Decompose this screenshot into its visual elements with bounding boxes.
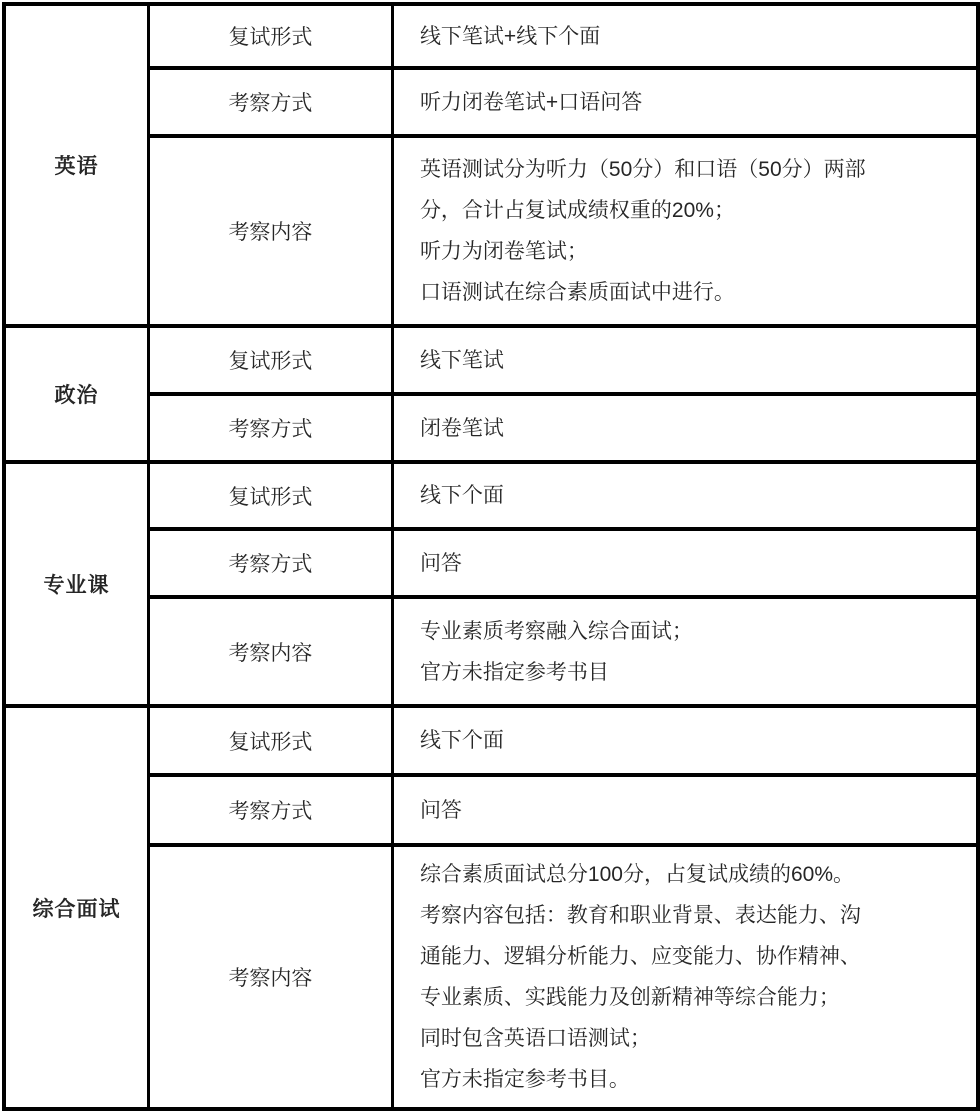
- content-cell: [392, 597, 978, 706]
- table-row: [4, 597, 978, 706]
- table-row: [4, 326, 978, 394]
- content-line: 线下笔试: [419, 348, 504, 372]
- category-label: 复试形式: [228, 730, 313, 754]
- category-cell: [148, 136, 392, 326]
- category-label: 考察方式: [228, 418, 313, 441]
- content-line: 听力为闭卷笔试；: [419, 240, 588, 263]
- subject-cell-english: [4, 4, 148, 326]
- category-cell: [148, 326, 392, 394]
- content-line: 线下笔试+线下个面: [419, 24, 601, 48]
- table-row: [4, 706, 978, 775]
- category-label: 考察内容: [228, 221, 313, 244]
- category-label: 复试形式: [228, 350, 313, 373]
- subject-label: 专业课: [43, 574, 110, 597]
- table-row: [4, 68, 978, 136]
- content-line: 同时包含英语口语测试；: [419, 1027, 651, 1050]
- content-line: 考察内容包括：教育和职业背景、表达能力、沟: [419, 904, 861, 927]
- content-cell: [392, 529, 978, 597]
- subject-label: 综合面试: [32, 897, 121, 921]
- category-cell: [148, 775, 392, 845]
- category-cell: [148, 68, 392, 136]
- content-cell: [392, 326, 978, 394]
- content-cell: [392, 68, 978, 136]
- subject-cell-major-course: [4, 462, 148, 706]
- content-cell: [392, 394, 978, 462]
- content-line: 分，合计占复试成绩权重的20%；: [419, 199, 735, 222]
- category-label: 考察方式: [228, 553, 313, 576]
- table-row: [4, 529, 978, 597]
- table-row: [4, 136, 978, 326]
- category-cell: [148, 462, 392, 529]
- category-label: 考察方式: [228, 800, 313, 823]
- category-cell: [148, 4, 392, 68]
- category-cell: [148, 394, 392, 462]
- content-line: 线下个面: [419, 729, 504, 752]
- category-label: 复试形式: [228, 485, 313, 509]
- content-line: 综合素质面试总分100分，占复试成绩的60%。: [419, 863, 855, 886]
- subject-cell-politics: [4, 326, 148, 462]
- category-label: 考察内容: [228, 641, 313, 665]
- table-row: [4, 775, 978, 845]
- category-cell: [148, 529, 392, 597]
- content-cell: [392, 462, 978, 529]
- content-line: 口语测试在综合素质面试中进行。: [419, 281, 735, 304]
- content-line: 问答: [419, 798, 462, 822]
- table-row: [4, 394, 978, 462]
- content-line: 英语测试分为听力（50分）和口语（50分）两部: [419, 158, 866, 181]
- reexam-subjects-table: [2, 2, 980, 1111]
- content-line: 线下个面: [419, 484, 504, 507]
- content-line: 闭卷笔试: [419, 416, 504, 440]
- category-cell: [148, 597, 392, 706]
- category-label: 考察方式: [228, 92, 313, 115]
- content-line: 官方未指定参考书目: [419, 660, 609, 684]
- table-row: [4, 4, 978, 68]
- category-label: 复试形式: [228, 26, 313, 49]
- content-line: 问答: [419, 551, 462, 575]
- table-row: [4, 845, 978, 1109]
- subject-label: 英语: [54, 155, 99, 178]
- content-cell: [392, 775, 978, 845]
- content-line: 通能力、逻辑分析能力、应变能力、协作精神、: [419, 945, 861, 968]
- category-cell: [148, 706, 392, 775]
- content-line: 专业素质考察融入综合面试；: [419, 619, 693, 643]
- content-cell: [392, 706, 978, 775]
- table-row: [4, 462, 978, 529]
- content-line: 官方未指定参考书目。: [419, 1068, 630, 1091]
- content-line: 专业素质、实践能力及创新精神等综合能力；: [419, 986, 840, 1009]
- subject-label: 政治: [54, 384, 99, 407]
- category-cell: [148, 845, 392, 1109]
- content-line: 听力闭卷笔试+口语问答: [419, 90, 643, 114]
- content-cell: [392, 845, 978, 1109]
- content-cell: [392, 4, 978, 68]
- content-cell: [392, 136, 978, 326]
- category-label: 考察内容: [228, 967, 313, 990]
- subject-cell-comprehensive-interview: [4, 706, 148, 1109]
